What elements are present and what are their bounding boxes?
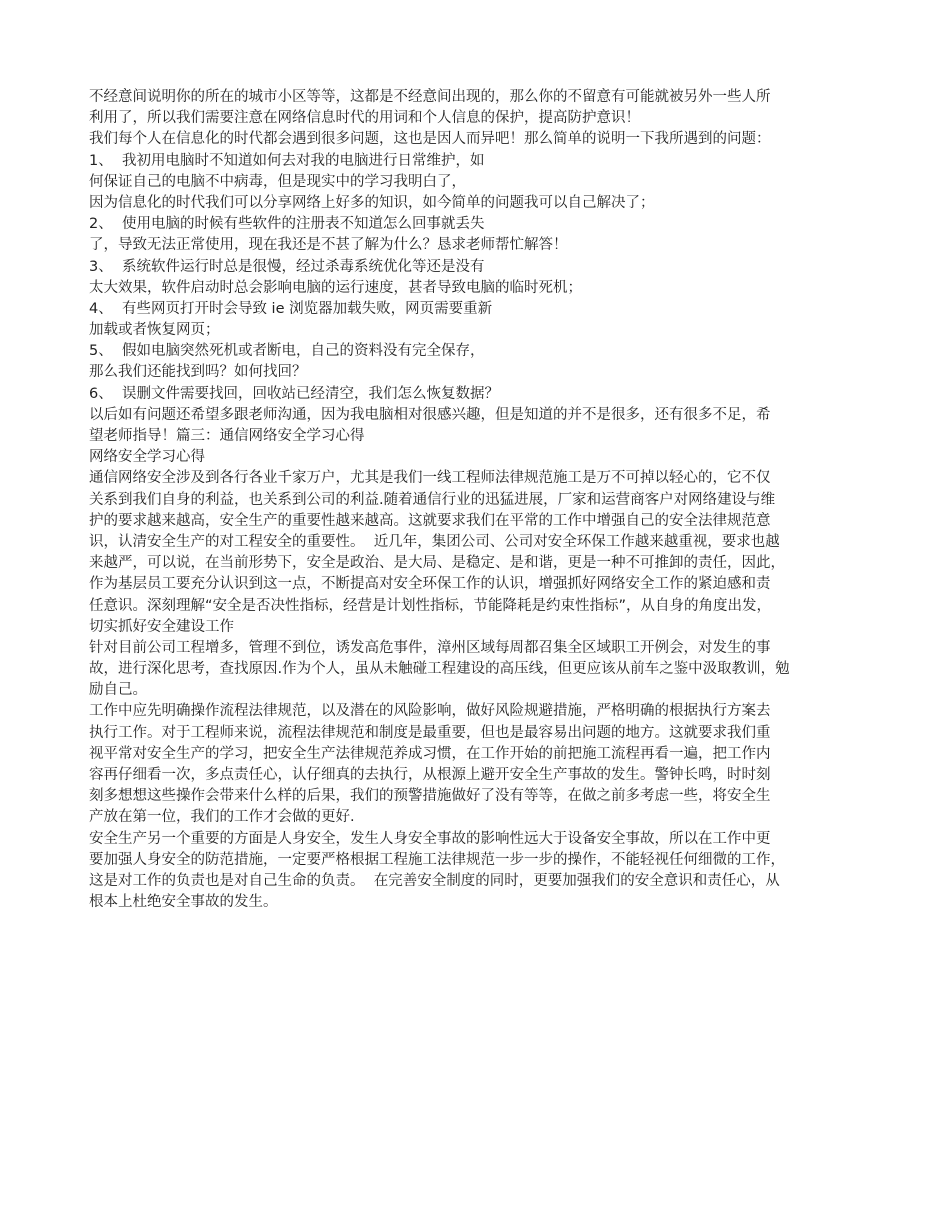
document-body bbox=[89, 87, 859, 913]
list-item-1: 1、 我初用电脑时不知道如何去对我的电脑进行日常维护，如 bbox=[89, 152, 485, 169]
list-item-4: 4、 有些网页打开时会导致 ie 浏览器加载失败，网页需要重新 bbox=[89, 300, 493, 317]
text-line: 那么我们还能找到吗？如何找回？ bbox=[89, 364, 307, 381]
list-item-6: 6、 误删文件需要找回，回收站已经清空，我们怎么恢复数据？ bbox=[89, 385, 499, 402]
text-line: 识，认清安全生产的对工程安全的重要性。 近几年，集团公司、公司对安全环保工作越来越重视，要求也越 bbox=[89, 533, 780, 550]
list-item-3: 3、 系统软件运行时总是很慢，经过杀毒系统优化等还是没有 bbox=[89, 258, 485, 275]
text-line: 励自己。 bbox=[89, 682, 147, 699]
text-line: 任意识。深刻理解“安全是否决性指标，经营是计划性指标，节能降耗是约束性指标”，从自身的角度出发， bbox=[89, 597, 772, 614]
section-title: 网络安全学习心得 bbox=[89, 449, 205, 466]
text-line: 切实抓好安全建设工作 bbox=[89, 618, 234, 635]
text-line: 关系到我们自身的利益，也关系到公司的利益.随着通信行业的迅猛进展，厂家和运营商客户对网络建设与维 bbox=[89, 491, 776, 508]
text-line: 了，导致无法正常使用，现在我还是不甚了解为什么？恳求老师帮忙解答！ bbox=[89, 237, 568, 254]
text-line: 何保证自己的电脑不中病毒，但是现实中的学习我明白了， bbox=[89, 173, 466, 190]
text-line: 刻多想想这些操作会带来什么样的后果，我们的预警措施做好了没有等等，在做之前多考虑一些，将安全生 bbox=[89, 788, 771, 805]
text-line: 利用了，所以我们需要注意在网络信息时代的用词和个人信息的保护，提高防护意识！ bbox=[89, 110, 640, 127]
text-line: 护的要求越来越高，安全生产的重要性越来越高。这就要求我们在平常的工作中增强自己的安全法律规范意 bbox=[89, 512, 771, 529]
text-line: 望老师指导！篇三：通信网络安全学习心得 bbox=[89, 428, 365, 444]
text-line: 针对目前公司工程增多，管理不到位，诱发高危事件，漳州区域每周都召集全区域职工开例会，对发生的事 bbox=[89, 639, 771, 656]
text-line: 不经意间说明你的所在的城市小区等等，这都是不经意间出现的，那么你的不留意有可能就被另外一些人所 bbox=[89, 89, 771, 105]
text-line: 这是对工作的负责也是对自己生命的负责。 在完善安全制度的同时，更要加强我们的安全意识和责任心，从 bbox=[89, 872, 780, 889]
text-line: 安全生产另一个重要的方面是人身安全，发生人身安全事故的影响性远大于设备安全事故，所以在工作中更 bbox=[89, 830, 771, 847]
text-line: 来越严，可以说，在当前形势下，安全是政治、是大局、是稳定、是和谐，更是一种不可推卸的责任，因此， bbox=[89, 555, 785, 572]
text-line: 工作中应先明确操作流程法律规范，以及潜在的风险影响，做好风险规避措施，严格明确的根据执行方案去 bbox=[89, 703, 771, 720]
text-line: 要加强人身安全的防范措施，一定要严格根据工程施工法律规范一步一步的操作，不能轻视任何细微的工作， bbox=[89, 851, 785, 868]
text-line: 因为信息化的时代我们可以分享网络上好多的知识，如今简单的问题我可以自己解决了； bbox=[89, 194, 655, 211]
text-line: 以后如有问题还希望多跟老师沟通，因为我电脑相对很感兴趣，但是知道的并不是很多，还有很多不足，希 bbox=[89, 406, 771, 423]
text-line: 太大效果，软件启动时总会影响电脑的运行速度，甚者导致电脑的临时死机； bbox=[89, 279, 582, 296]
text-line: 产放在第一位，我们的工作才会做的更好. bbox=[89, 809, 355, 826]
text-line: 容再仔细看一次，多点责任心，认仔细真的去执行，从根源上避开安全生产事故的发生。警钟长鸣，时时刻 bbox=[89, 767, 771, 783]
text-line: 作为基层员工要充分认识到这一点，不断提高对安全环保工作的认识，增强抓好网络安全工作的紧迫感和责 bbox=[89, 576, 771, 593]
text-line: 视平常对安全生产的学习，把安全生产法律规范养成习惯，在工作开始的前把施工流程再看一遍，把工作内 bbox=[89, 745, 771, 762]
list-item-2: 2、 使用电脑的时候有些软件的注册表不知道怎么回事就丢失 bbox=[89, 216, 485, 233]
text-line: 根本上杜绝安全事故的发生。 bbox=[89, 894, 278, 911]
text-line: 通信网络安全涉及到各行各业千家万户，尤其是我们一线工程师法律规范施工是万不可掉以轻心的，它不仅 bbox=[89, 470, 771, 487]
text-line: 加载或者恢复网页； bbox=[89, 322, 220, 339]
text-line: 我们每个人在信息化的时代都会遇到很多问题，这也是因人而异吧！那么简单的说明一下我所遇到的问题： bbox=[89, 131, 771, 148]
list-item-5: 5、 假如电脑突然死机或者断电，自己的资料没有完全保存， bbox=[89, 343, 485, 360]
text-line: 故，进行深化思考，查找原因.作为个人，虽从未触碰工程建设的高压线，但更应该从前车之鉴中汲取教训，勉 bbox=[89, 661, 790, 678]
text-line: 执行工作。对于工程师来说，流程法律规范和制度是最重要，但也是最容易出问题的地方。这就要求我们重 bbox=[89, 724, 771, 741]
